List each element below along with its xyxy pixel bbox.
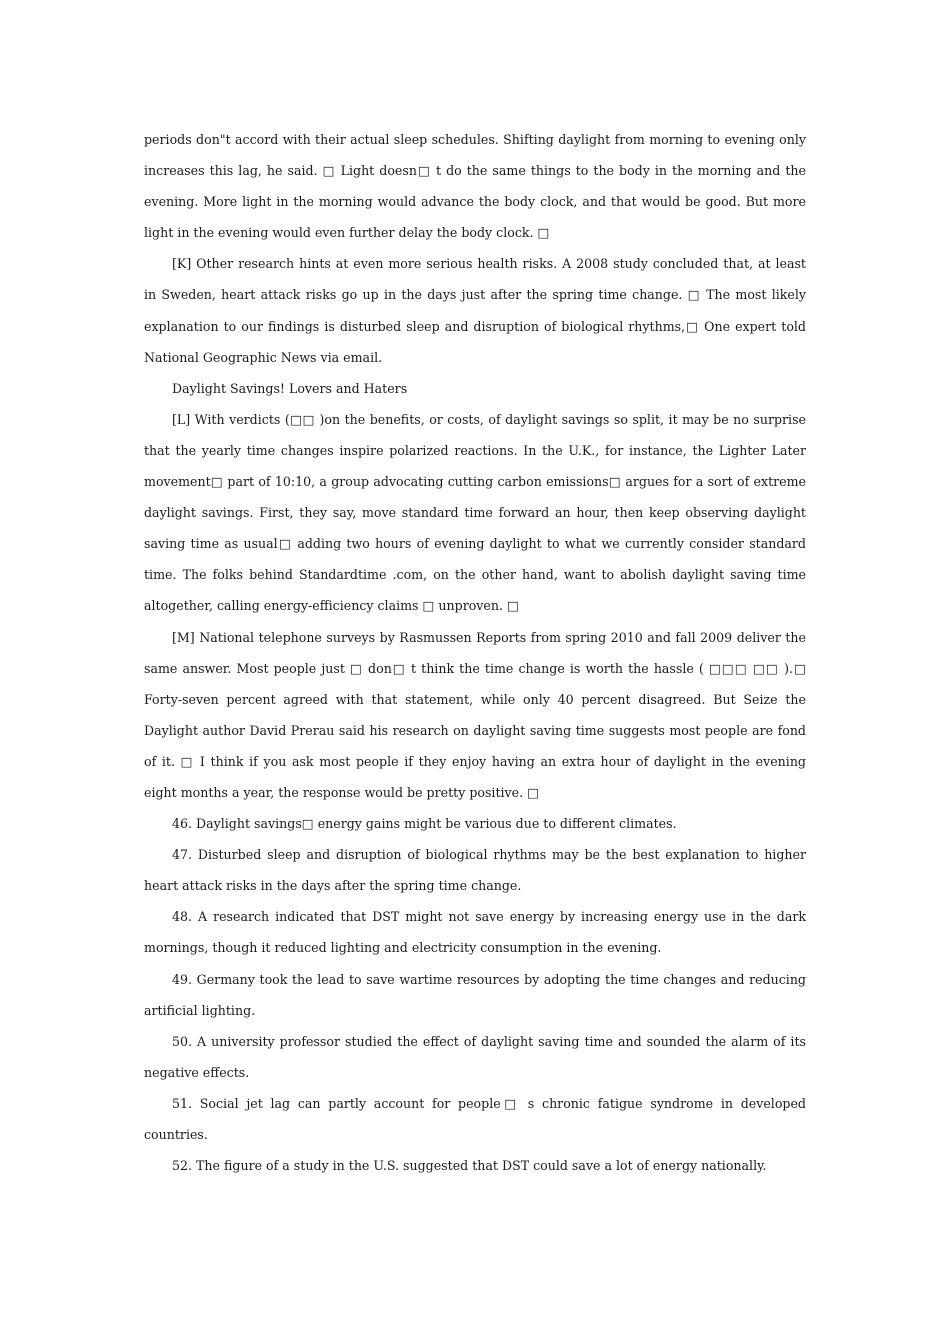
question-48: 48. A research indicated that DST might not save energy by increasing energy use in the dark mornings, though it reduced lighting and electricity consumption in the evening. (144, 909, 806, 956)
question-50: 50. A university professor studied the effect of daylight saving time and sounded the alarm of its negative effects. (144, 1033, 806, 1080)
section-heading: Daylight Savings! Lovers and Haters (172, 380, 408, 396)
question-47: 47. Disturbed sleep and disruption of biological rhythms may be the best explanation to higher heart attack risks in the days after the spring time change. (144, 847, 806, 894)
paragraph-l: [L] With verdicts (□□ )on the benefits, or costs, of daylight savings so split, it may be no surprise that the yearly time changes inspire polarized reactions. In the U.K., for instance, the Lighter Later movement□ part of 10:10, a group advocating cutting carbon emissions□ argues for a sort of extreme daylight savings. First, they say, move standard time forward an hour, then keep observing daylight saving time as usual□ adding two hours of evening daylight to what we currently consider standard time. The folks behind Standardtime .com, on the other hand, want to abolish daylight saving time altogether, calling energy-efficiency claims □ unproven. □ (144, 411, 806, 614)
question-51: 51. Social jet lag can partly account for people□ s chronic fatigue syndrome in developed countries. (144, 1095, 806, 1142)
document-page (144, 124, 806, 1181)
question-46: 46. Daylight savings□ energy gains might be various due to different climates. (172, 816, 677, 832)
paragraph-k: [K] Other research hints at even more serious health risks. A 2008 study concluded that, at least in Sweden, heart attack risks go up in the days just after the spring time change. □ The most likely explanation to our findings is disturbed sleep and disruption of biological rhythms,□ One expert told National Geographic News via email. (144, 256, 806, 365)
question-49: 49. Germany took the lead to save wartime resources by adopting the time changes and reducing artificial lighting. (144, 971, 806, 1018)
paragraph-m: [M] National telephone surveys by Rasmussen Reports from spring 2010 and fall 2009 deliver the same answer. Most people just □ don□ t think the time change is worth the hassle ( □□□ □□ ).□ Forty-seven percent agreed with that statement, while only 40 percent disagreed. But Seize the Daylight author David Prerau said his research on daylight saving time suggests most people are fond of it. □ I think if you ask most people if they enjoy having an extra hour of daylight in the evening eight months a year, the response would be pretty positive. □ (144, 629, 806, 800)
question-52: 52. The figure of a study in the U.S. suggested that DST could save a lot of energy nationally. (172, 1158, 767, 1174)
paragraph-continuation: periods don"t accord with their actual sleep schedules. Shifting daylight from morning to evening only increases this lag, he said. □ Light doesn□ t do the same things to the body in the morning and the evening. More light in the morning would advance the body clock, and that would be good. But more light in the evening would even further delay the body clock. □ (144, 132, 806, 241)
